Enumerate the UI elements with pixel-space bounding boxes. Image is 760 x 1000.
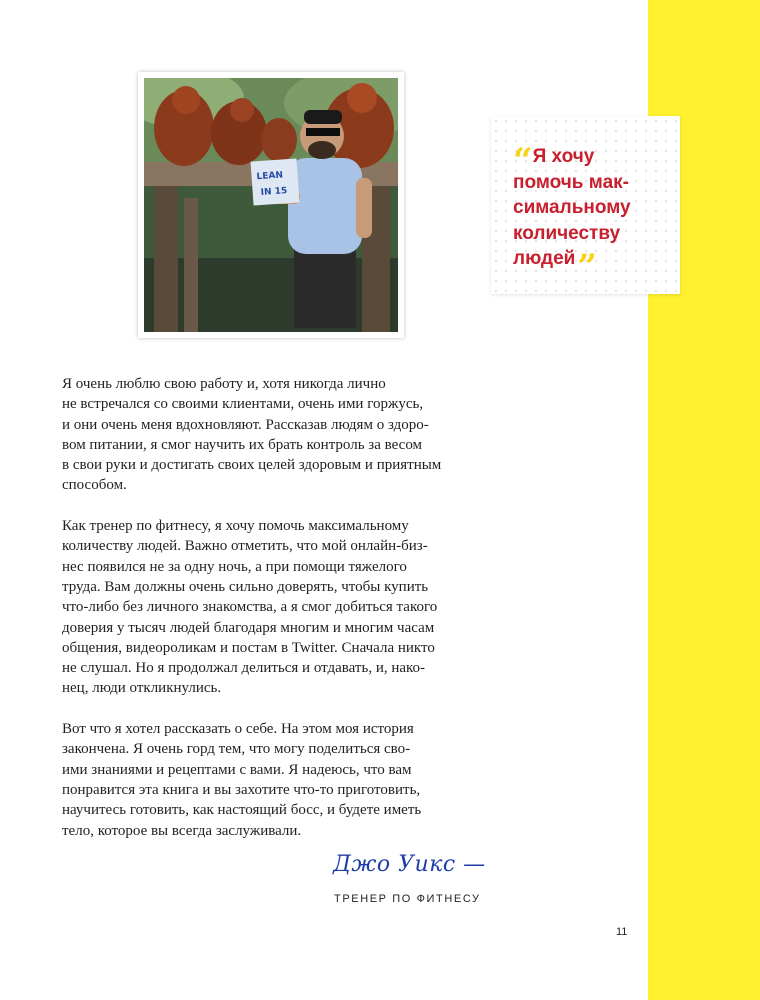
close-quote-icon: ”: [577, 247, 597, 287]
pull-quote: [513, 141, 663, 287]
text-line: тело, которое вы всегда заслуживали.: [62, 822, 302, 839]
pull-quote-line: Я хочу: [532, 146, 595, 167]
text-line: понравится эта книга и вы захотите что-то приготовить,: [62, 781, 421, 798]
pull-quote-card: [491, 116, 680, 294]
text-line: Вот что я хотел рассказать о себе. На этом моя история: [62, 721, 414, 738]
page-number: 11: [616, 926, 628, 938]
text-line: нец, люди откликнулись.: [62, 680, 222, 697]
text-line: нес появился не за одну ночь, а при помощи тяжелого: [62, 558, 407, 575]
text-line: труда. Вам должны очень сильно доверять, чтобы купить: [62, 578, 429, 595]
text-line: научитесь готовить, как настоящий босс, и будете иметь: [62, 802, 422, 819]
text-line: Как тренер по фитнесу, я хочу помочь максимальному: [62, 518, 409, 535]
text-line: вом питании, я смог научить их брать контроль за весом: [62, 436, 423, 453]
text-line: не встречался со своими клиентами, очень ими горжусь,: [62, 396, 424, 413]
text-line: закончена. Я очень горд тем, что могу поделиться сво-: [62, 741, 411, 758]
signature-role: ТРЕНЕР ПО ФИТНЕСУ: [334, 893, 481, 905]
pull-quote-line: помочь мак-: [513, 171, 629, 193]
text-line: и они очень меня вдохновляют. Рассказав людям о здоро-: [62, 416, 429, 433]
author-photo: [138, 72, 404, 338]
paragraph-1: [62, 374, 482, 496]
text-line: в свои руки и достигать своих целей здоровым и приятным: [62, 457, 442, 474]
pull-quote-line: людей: [513, 248, 576, 269]
text-line: что-либо без личного знакомства, а я смог добиться такого: [62, 599, 438, 616]
paragraph-3: [62, 719, 482, 841]
photo-man-with-orangutans-icon: [144, 78, 398, 332]
signature: Джо Уикс —: [333, 852, 486, 877]
text-line: количеству людей. Важно отметить, что мой онлайн-биз-: [62, 538, 428, 555]
pull-quote-line: симальному: [513, 197, 631, 218]
svg-text:IN 15: IN 15: [260, 186, 288, 199]
text-line: общения, видеороликам и постам в Twitter. Сначала никто: [62, 639, 435, 656]
text-line: ими знаниями и рецептами с вами. Я надеюсь, что вам: [62, 761, 412, 778]
paragraph-2: [62, 516, 482, 699]
open-quote-icon: “: [513, 141, 533, 181]
svg-text:LEAN: LEAN: [256, 170, 284, 183]
text-line: не слушал. Но я продолжал делиться и отдавать, и, нако-: [62, 660, 426, 677]
body-text: [62, 374, 482, 861]
pull-quote-line: количеству: [513, 222, 621, 244]
text-line: доверия у тысяч людей благодаря многим и многим часам: [62, 619, 435, 636]
text-line: Я очень люблю свою работу и, хотя никогда лично: [62, 376, 386, 392]
text-line: способом.: [62, 477, 127, 494]
